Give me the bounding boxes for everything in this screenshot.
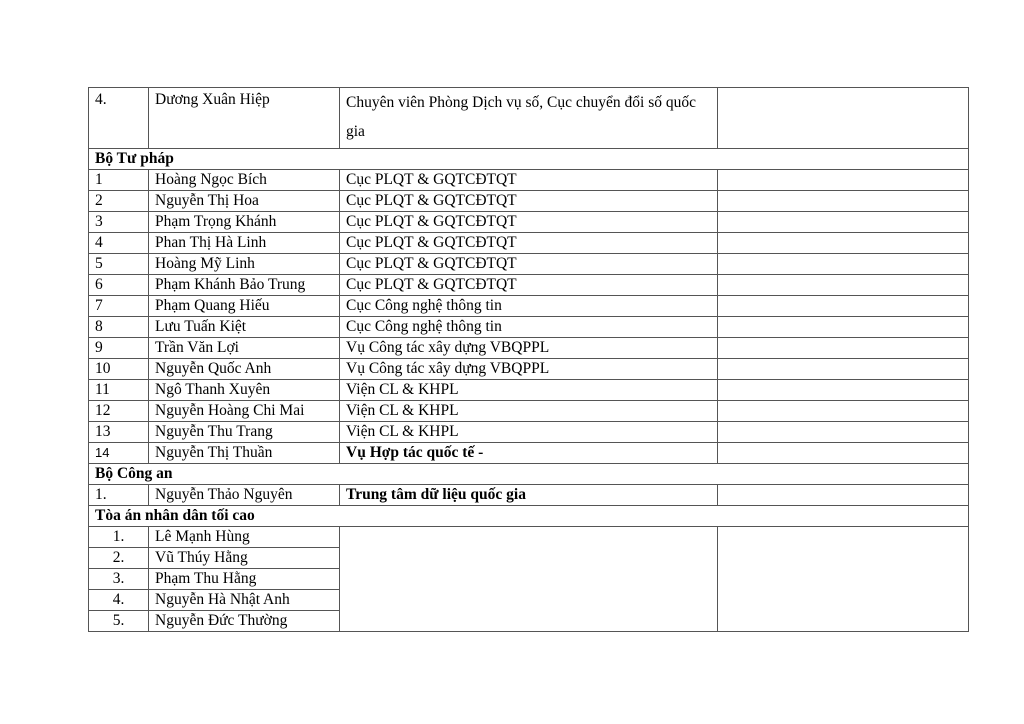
person-name: Nguyễn Thảo Nguyên <box>149 485 340 506</box>
row-number: 9 <box>89 338 149 359</box>
table-row <box>89 359 969 380</box>
person-name: Phan Thị Hà Linh <box>149 233 340 254</box>
row-number: 8 <box>89 317 149 338</box>
person-name: Nguyễn Thị Hoa <box>149 191 340 212</box>
table-row <box>89 88 969 149</box>
note-cell <box>718 401 969 422</box>
person-name: Nguyễn Thị Thuần <box>149 443 340 464</box>
unit-cell: Cục PLQT & GQTCĐTQT <box>340 275 718 296</box>
note-cell <box>718 359 969 380</box>
unit-cell: Cục PLQT & GQTCĐTQT <box>340 212 718 233</box>
row-number: 3. <box>89 569 149 590</box>
table-row <box>89 296 969 317</box>
person-name: Lưu Tuấn Kiệt <box>149 317 340 338</box>
table-row <box>89 443 969 464</box>
section-title-congan: Bộ Công an <box>89 464 969 485</box>
person-name: Phạm Thu Hằng <box>149 569 340 590</box>
row-number: 13 <box>89 422 149 443</box>
person-name: Phạm Khánh Bảo Trung <box>149 275 340 296</box>
row-number: 12 <box>89 401 149 422</box>
row-number: 4. <box>89 88 149 149</box>
note-cell <box>718 422 969 443</box>
section-row <box>89 149 969 170</box>
section-row <box>89 464 969 485</box>
person-name: Phạm Quang Hiếu <box>149 296 340 317</box>
row-number: 3 <box>89 212 149 233</box>
table-row <box>89 338 969 359</box>
unit-cell: Cục PLQT & GQTCĐTQT <box>340 254 718 275</box>
note-cell <box>718 212 969 233</box>
row-number: 14 <box>89 443 149 464</box>
table-row <box>89 170 969 191</box>
person-name: Nguyễn Đức Thường <box>149 611 340 632</box>
row-number: 1 <box>89 170 149 191</box>
unit-cell: Viện CL & KHPL <box>340 401 718 422</box>
row-number: 6 <box>89 275 149 296</box>
person-name: Nguyễn Hà Nhật Anh <box>149 590 340 611</box>
person-name: Ngô Thanh Xuyên <box>149 380 340 401</box>
unit-cell: Chuyên viên Phòng Dịch vụ số, Cục chuyển đổi số quốc gia <box>340 88 718 149</box>
note-cell <box>718 170 969 191</box>
unit-cell: Cục Công nghệ thông tin <box>340 296 718 317</box>
row-number: 4 <box>89 233 149 254</box>
unit-cell: Cục PLQT & GQTCĐTQT <box>340 233 718 254</box>
section-title-tuphap: Bộ Tư pháp <box>89 149 969 170</box>
note-cell <box>718 275 969 296</box>
person-name: Phạm Trọng Khánh <box>149 212 340 233</box>
table-row <box>89 212 969 233</box>
table-row <box>89 317 969 338</box>
note-cell <box>718 380 969 401</box>
unit-cell: Trung tâm dữ liệu quốc gia <box>340 485 718 506</box>
table-row <box>89 380 969 401</box>
unit-cell: Vụ Hợp tác quốc tế - <box>340 443 718 464</box>
unit-cell: Vụ Công tác xây dựng VBQPPL <box>340 359 718 380</box>
unit-cell: Cục Công nghệ thông tin <box>340 317 718 338</box>
row-number: 1. <box>89 527 149 548</box>
note-cell <box>718 338 969 359</box>
note-cell <box>718 485 969 506</box>
person-name: Vũ Thúy Hằng <box>149 548 340 569</box>
table-row <box>89 485 969 506</box>
note-cell <box>718 233 969 254</box>
person-name: Trần Văn Lợi <box>149 338 340 359</box>
row-number: 5 <box>89 254 149 275</box>
section-row <box>89 506 969 527</box>
table-row <box>89 191 969 212</box>
unit-cell: Vụ Công tác xây dựng VBQPPL <box>340 338 718 359</box>
table-row <box>89 422 969 443</box>
unit-cell-merged <box>340 527 718 632</box>
table-row <box>89 254 969 275</box>
row-number: 4. <box>89 590 149 611</box>
note-cell <box>718 443 969 464</box>
row-number: 5. <box>89 611 149 632</box>
person-name: Nguyễn Thu Trang <box>149 422 340 443</box>
table-row <box>89 527 969 548</box>
person-name: Nguyễn Hoàng Chi Mai <box>149 401 340 422</box>
table-row <box>89 275 969 296</box>
unit-cell: Cục PLQT & GQTCĐTQT <box>340 170 718 191</box>
table-row <box>89 233 969 254</box>
participant-table <box>88 87 969 632</box>
unit-cell: Viện CL & KHPL <box>340 380 718 401</box>
section-title-toaan: Tòa án nhân dân tối cao <box>89 506 969 527</box>
row-number: 11 <box>89 380 149 401</box>
person-name: Hoàng Mỹ Linh <box>149 254 340 275</box>
person-name: Dương Xuân Hiệp <box>149 88 340 149</box>
unit-cell: Viện CL & KHPL <box>340 422 718 443</box>
person-name: Nguyễn Quốc Anh <box>149 359 340 380</box>
row-number: 7 <box>89 296 149 317</box>
note-cell <box>718 317 969 338</box>
row-number: 1. <box>89 485 149 506</box>
row-number: 2. <box>89 548 149 569</box>
note-cell <box>718 191 969 212</box>
person-name: Lê Mạnh Hùng <box>149 527 340 548</box>
note-cell <box>718 88 969 149</box>
note-cell <box>718 296 969 317</box>
person-name: Hoàng Ngọc Bích <box>149 170 340 191</box>
note-cell-merged <box>718 527 969 632</box>
row-number: 10 <box>89 359 149 380</box>
unit-cell: Cục PLQT & GQTCĐTQT <box>340 191 718 212</box>
table-row <box>89 401 969 422</box>
note-cell <box>718 254 969 275</box>
row-number: 2 <box>89 191 149 212</box>
